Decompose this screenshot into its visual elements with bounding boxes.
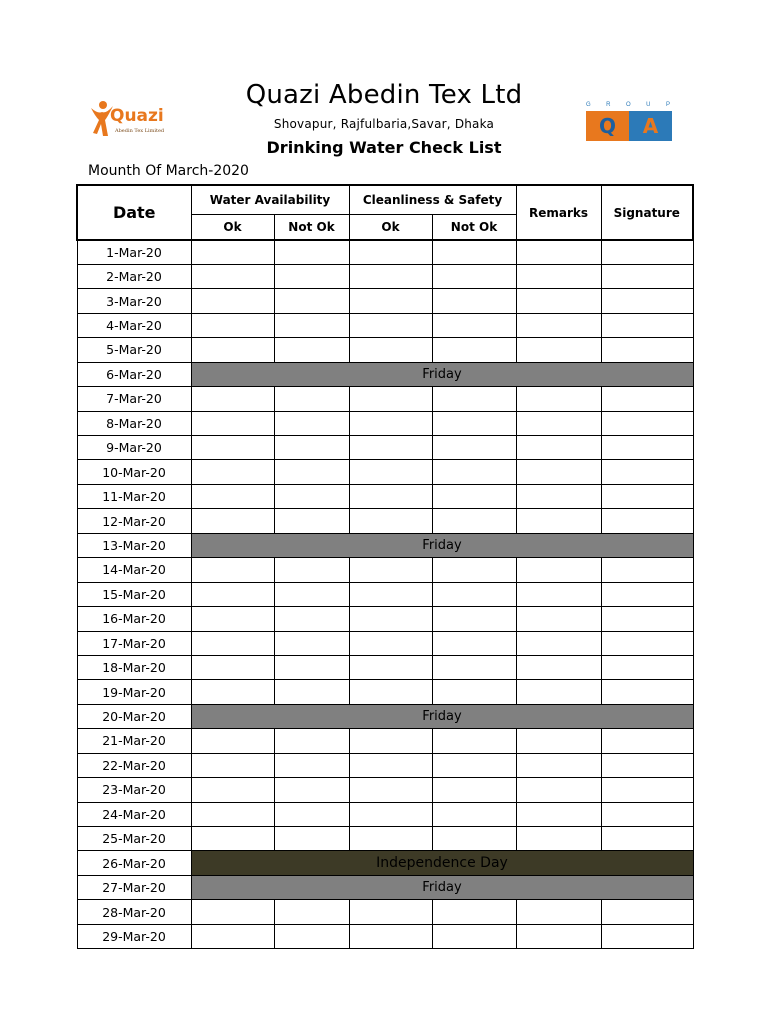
friday-band: Friday bbox=[191, 704, 693, 728]
table-row bbox=[77, 484, 693, 508]
water-notok-cell[interactable] bbox=[274, 631, 349, 655]
table-row bbox=[77, 289, 693, 313]
remarks-cell[interactable] bbox=[516, 411, 601, 435]
signature-cell[interactable] bbox=[601, 924, 693, 948]
table-row bbox=[77, 875, 693, 899]
date-cell: 15-Mar-20 bbox=[77, 582, 191, 606]
water-ok-cell[interactable] bbox=[191, 558, 274, 582]
signature-cell[interactable] bbox=[601, 558, 693, 582]
signature-cell[interactable] bbox=[601, 387, 693, 411]
remarks-cell[interactable] bbox=[516, 655, 601, 679]
water-ok-cell[interactable] bbox=[191, 729, 274, 753]
month-label: Mounth Of March-2020 bbox=[88, 163, 249, 179]
remarks-cell[interactable] bbox=[516, 802, 601, 826]
date-cell: 11-Mar-20 bbox=[77, 484, 191, 508]
clean-ok-cell[interactable] bbox=[349, 655, 432, 679]
water-ok-cell[interactable] bbox=[191, 778, 274, 802]
signature-cell[interactable] bbox=[601, 802, 693, 826]
water-notok-cell[interactable] bbox=[274, 240, 349, 264]
table-row bbox=[77, 338, 693, 362]
clean-notok-cell[interactable] bbox=[432, 264, 516, 288]
remarks-cell[interactable] bbox=[516, 680, 601, 704]
water-notok-cell[interactable] bbox=[274, 753, 349, 777]
clean-notok-cell[interactable] bbox=[432, 631, 516, 655]
signature-cell[interactable] bbox=[601, 338, 693, 362]
date-header: Date bbox=[77, 185, 191, 240]
water-notok-cell[interactable] bbox=[274, 289, 349, 313]
clean-ok-cell[interactable] bbox=[349, 484, 432, 508]
water-notok-cell[interactable] bbox=[274, 411, 349, 435]
clean-notok-cell[interactable] bbox=[432, 680, 516, 704]
remarks-cell[interactable] bbox=[516, 753, 601, 777]
date-cell: 6-Mar-20 bbox=[77, 362, 191, 386]
signature-cell[interactable] bbox=[601, 240, 693, 264]
water-ok-cell[interactable] bbox=[191, 655, 274, 679]
document-title: Drinking Water Check List bbox=[266, 138, 502, 157]
friday-band: Friday bbox=[191, 362, 693, 386]
remarks-header: Remarks bbox=[516, 185, 601, 240]
signature-cell[interactable] bbox=[601, 509, 693, 533]
water-ok-cell[interactable] bbox=[191, 411, 274, 435]
water-notok-cell[interactable] bbox=[274, 802, 349, 826]
water-notok-cell[interactable] bbox=[274, 484, 349, 508]
clean-notok-cell[interactable] bbox=[432, 509, 516, 533]
water-ok-cell[interactable] bbox=[191, 582, 274, 606]
clean-ok-cell[interactable] bbox=[349, 680, 432, 704]
remarks-cell[interactable] bbox=[516, 509, 601, 533]
date-cell: 18-Mar-20 bbox=[77, 655, 191, 679]
water-notok-cell[interactable] bbox=[274, 680, 349, 704]
cleanliness-safety-header: Cleanliness & Safety bbox=[349, 185, 516, 214]
clean-ok-cell[interactable] bbox=[349, 607, 432, 631]
clean-notok-cell[interactable] bbox=[432, 338, 516, 362]
date-cell: 23-Mar-20 bbox=[77, 778, 191, 802]
remarks-cell[interactable] bbox=[516, 240, 601, 264]
clean-ok-cell[interactable] bbox=[349, 509, 432, 533]
water-ok-cell[interactable] bbox=[191, 802, 274, 826]
water-notok-cell[interactable] bbox=[274, 313, 349, 337]
clean-notok-header: Not Ok bbox=[432, 214, 516, 240]
water-ok-cell[interactable] bbox=[191, 753, 274, 777]
remarks-cell[interactable] bbox=[516, 631, 601, 655]
water-notok-cell[interactable] bbox=[274, 582, 349, 606]
signature-cell[interactable] bbox=[601, 778, 693, 802]
table-row bbox=[77, 509, 693, 533]
clean-ok-cell[interactable] bbox=[349, 631, 432, 655]
clean-notok-cell[interactable] bbox=[432, 289, 516, 313]
water-ok-cell[interactable] bbox=[191, 313, 274, 337]
water-ok-cell[interactable] bbox=[191, 607, 274, 631]
water-notok-cell[interactable] bbox=[274, 655, 349, 679]
date-cell: 26-Mar-20 bbox=[77, 851, 191, 875]
table-row bbox=[77, 362, 693, 386]
clean-notok-cell[interactable] bbox=[432, 753, 516, 777]
table-row bbox=[77, 460, 693, 484]
clean-notok-cell[interactable] bbox=[432, 411, 516, 435]
table-row bbox=[77, 704, 693, 728]
date-cell: 28-Mar-20 bbox=[77, 900, 191, 924]
water-ok-cell[interactable] bbox=[191, 387, 274, 411]
qa-q-block: Q bbox=[586, 111, 629, 141]
group-letter: R bbox=[606, 102, 613, 108]
water-notok-cell[interactable] bbox=[274, 338, 349, 362]
table-row bbox=[77, 558, 693, 582]
date-cell: 20-Mar-20 bbox=[77, 704, 191, 728]
water-ok-cell[interactable] bbox=[191, 924, 274, 948]
water-ok-header: Ok bbox=[191, 214, 274, 240]
signature-cell[interactable] bbox=[601, 729, 693, 753]
water-ok-cell[interactable] bbox=[191, 680, 274, 704]
quazi-brand-text: Quazi bbox=[110, 106, 164, 126]
signature-cell[interactable] bbox=[601, 655, 693, 679]
clean-ok-cell[interactable] bbox=[349, 900, 432, 924]
clean-notok-cell[interactable] bbox=[432, 313, 516, 337]
water-notok-cell[interactable] bbox=[274, 558, 349, 582]
date-cell: 16-Mar-20 bbox=[77, 607, 191, 631]
remarks-cell[interactable] bbox=[516, 484, 601, 508]
clean-ok-cell[interactable] bbox=[349, 264, 432, 288]
signature-cell[interactable] bbox=[601, 680, 693, 704]
clean-ok-cell[interactable] bbox=[349, 411, 432, 435]
water-notok-cell[interactable] bbox=[274, 827, 349, 851]
signature-cell[interactable] bbox=[601, 460, 693, 484]
water-availability-header: Water Availability bbox=[191, 185, 349, 214]
water-notok-cell[interactable] bbox=[274, 607, 349, 631]
table-row bbox=[77, 411, 693, 435]
remarks-cell[interactable] bbox=[516, 582, 601, 606]
clean-notok-cell[interactable] bbox=[432, 607, 516, 631]
date-cell: 2-Mar-20 bbox=[77, 264, 191, 288]
date-cell: 19-Mar-20 bbox=[77, 680, 191, 704]
clean-ok-cell[interactable] bbox=[349, 338, 432, 362]
date-cell: 17-Mar-20 bbox=[77, 631, 191, 655]
date-cell: 22-Mar-20 bbox=[77, 753, 191, 777]
signature-cell[interactable] bbox=[601, 289, 693, 313]
clean-notok-cell[interactable] bbox=[432, 778, 516, 802]
clean-notok-cell[interactable] bbox=[432, 436, 516, 460]
company-address: Shovapur, Rajfulbaria,Savar, Dhaka bbox=[273, 117, 495, 131]
date-cell: 3-Mar-20 bbox=[77, 289, 191, 313]
table-body bbox=[77, 240, 693, 949]
clean-ok-cell[interactable] bbox=[349, 460, 432, 484]
table-row bbox=[77, 582, 693, 606]
signature-cell[interactable] bbox=[601, 582, 693, 606]
water-ok-cell[interactable] bbox=[191, 289, 274, 313]
water-ok-cell[interactable] bbox=[191, 900, 274, 924]
water-ok-cell[interactable] bbox=[191, 827, 274, 851]
date-cell: 24-Mar-20 bbox=[77, 802, 191, 826]
remarks-cell[interactable] bbox=[516, 778, 601, 802]
clean-notok-cell[interactable] bbox=[432, 827, 516, 851]
water-ok-cell[interactable] bbox=[191, 436, 274, 460]
clean-ok-cell[interactable] bbox=[349, 729, 432, 753]
clean-ok-cell[interactable] bbox=[349, 240, 432, 264]
clean-ok-cell[interactable] bbox=[349, 387, 432, 411]
qa-a-block: A bbox=[629, 111, 672, 141]
table-row bbox=[77, 607, 693, 631]
table-row bbox=[77, 729, 693, 753]
remarks-cell[interactable] bbox=[516, 607, 601, 631]
signature-cell[interactable] bbox=[601, 900, 693, 924]
table-row bbox=[77, 900, 693, 924]
clean-ok-cell[interactable] bbox=[349, 802, 432, 826]
signature-cell[interactable] bbox=[601, 411, 693, 435]
table-row bbox=[77, 655, 693, 679]
table-row bbox=[77, 240, 693, 264]
group-letter: O bbox=[625, 102, 633, 108]
signature-cell[interactable] bbox=[601, 753, 693, 777]
date-cell: 29-Mar-20 bbox=[77, 924, 191, 948]
signature-cell[interactable] bbox=[601, 607, 693, 631]
table-row bbox=[77, 851, 693, 875]
water-ok-cell[interactable] bbox=[191, 240, 274, 264]
water-notok-cell[interactable] bbox=[274, 387, 349, 411]
water-notok-cell[interactable] bbox=[274, 436, 349, 460]
water-ok-cell[interactable] bbox=[191, 509, 274, 533]
water-notok-cell[interactable] bbox=[274, 900, 349, 924]
clean-notok-cell[interactable] bbox=[432, 729, 516, 753]
clean-notok-cell[interactable] bbox=[432, 582, 516, 606]
date-cell: 12-Mar-20 bbox=[77, 509, 191, 533]
remarks-cell[interactable] bbox=[516, 924, 601, 948]
date-cell: 1-Mar-20 bbox=[77, 240, 191, 264]
clean-notok-cell[interactable] bbox=[432, 460, 516, 484]
clean-ok-cell[interactable] bbox=[349, 313, 432, 337]
table-row bbox=[77, 436, 693, 460]
quazi-tagline: Abedin Tex Limited bbox=[115, 128, 165, 134]
water-notok-cell[interactable] bbox=[274, 460, 349, 484]
date-cell: 7-Mar-20 bbox=[77, 387, 191, 411]
remarks-cell[interactable] bbox=[516, 264, 601, 288]
table-row bbox=[77, 778, 693, 802]
signature-cell[interactable] bbox=[601, 827, 693, 851]
signature-cell[interactable] bbox=[601, 264, 693, 288]
clean-ok-cell[interactable] bbox=[349, 753, 432, 777]
water-notok-cell[interactable] bbox=[274, 924, 349, 948]
water-ok-cell[interactable] bbox=[191, 460, 274, 484]
holiday-band: Independence Day bbox=[191, 851, 693, 875]
table-row bbox=[77, 533, 693, 557]
clean-notok-cell[interactable] bbox=[432, 558, 516, 582]
signature-cell[interactable] bbox=[601, 313, 693, 337]
remarks-cell[interactable] bbox=[516, 313, 601, 337]
date-cell: 25-Mar-20 bbox=[77, 827, 191, 851]
date-cell: 5-Mar-20 bbox=[77, 338, 191, 362]
clean-notok-cell[interactable] bbox=[432, 924, 516, 948]
date-cell: 8-Mar-20 bbox=[77, 411, 191, 435]
table-row bbox=[77, 313, 693, 337]
table-row bbox=[77, 753, 693, 777]
water-notok-cell[interactable] bbox=[274, 729, 349, 753]
signature-cell[interactable] bbox=[601, 436, 693, 460]
remarks-cell[interactable] bbox=[516, 387, 601, 411]
date-cell: 14-Mar-20 bbox=[77, 558, 191, 582]
clean-notok-cell[interactable] bbox=[432, 484, 516, 508]
water-notok-cell[interactable] bbox=[274, 264, 349, 288]
remarks-cell[interactable] bbox=[516, 338, 601, 362]
remarks-cell[interactable] bbox=[516, 289, 601, 313]
table-row bbox=[77, 631, 693, 655]
clean-ok-cell[interactable] bbox=[349, 436, 432, 460]
remarks-cell[interactable] bbox=[516, 558, 601, 582]
table-row bbox=[77, 387, 693, 411]
table-row bbox=[77, 680, 693, 704]
signature-cell[interactable] bbox=[601, 484, 693, 508]
date-cell: 27-Mar-20 bbox=[77, 875, 191, 899]
date-cell: 13-Mar-20 bbox=[77, 533, 191, 557]
clean-notok-cell[interactable] bbox=[432, 387, 516, 411]
clean-ok-cell[interactable] bbox=[349, 582, 432, 606]
clean-ok-cell[interactable] bbox=[349, 558, 432, 582]
signature-header: Signature bbox=[601, 185, 693, 240]
table-row bbox=[77, 827, 693, 851]
company-title: Quazi Abedin Tex Ltd bbox=[245, 80, 523, 110]
table-row bbox=[77, 264, 693, 288]
clean-ok-header: Ok bbox=[349, 214, 432, 240]
remarks-cell[interactable] bbox=[516, 729, 601, 753]
water-ok-cell[interactable] bbox=[191, 631, 274, 655]
remarks-cell[interactable] bbox=[516, 900, 601, 924]
clean-ok-cell[interactable] bbox=[349, 289, 432, 313]
signature-cell[interactable] bbox=[601, 631, 693, 655]
clean-ok-cell[interactable] bbox=[349, 827, 432, 851]
water-notok-cell[interactable] bbox=[274, 509, 349, 533]
date-cell: 4-Mar-20 bbox=[77, 313, 191, 337]
water-ok-cell[interactable] bbox=[191, 264, 274, 288]
table-row bbox=[77, 802, 693, 826]
table-row bbox=[77, 924, 693, 948]
friday-band: Friday bbox=[191, 533, 693, 557]
group-letter: P bbox=[665, 102, 672, 108]
water-notok-cell[interactable] bbox=[274, 778, 349, 802]
friday-band: Friday bbox=[191, 875, 693, 899]
remarks-cell[interactable] bbox=[516, 436, 601, 460]
remarks-cell[interactable] bbox=[516, 827, 601, 851]
date-cell: 10-Mar-20 bbox=[77, 460, 191, 484]
clean-notok-cell[interactable] bbox=[432, 900, 516, 924]
clean-notok-cell[interactable] bbox=[432, 802, 516, 826]
water-notok-header: Not Ok bbox=[274, 214, 349, 240]
clean-notok-cell[interactable] bbox=[432, 240, 516, 264]
water-ok-cell[interactable] bbox=[191, 338, 274, 362]
remarks-cell[interactable] bbox=[516, 460, 601, 484]
group-letter: U bbox=[646, 102, 653, 108]
water-ok-cell[interactable] bbox=[191, 484, 274, 508]
clean-ok-cell[interactable] bbox=[349, 924, 432, 948]
check-list-table bbox=[76, 184, 694, 949]
group-letter: G bbox=[586, 102, 593, 108]
clean-ok-cell[interactable] bbox=[349, 778, 432, 802]
date-cell: 21-Mar-20 bbox=[77, 729, 191, 753]
clean-notok-cell[interactable] bbox=[432, 655, 516, 679]
date-cell: 9-Mar-20 bbox=[77, 436, 191, 460]
